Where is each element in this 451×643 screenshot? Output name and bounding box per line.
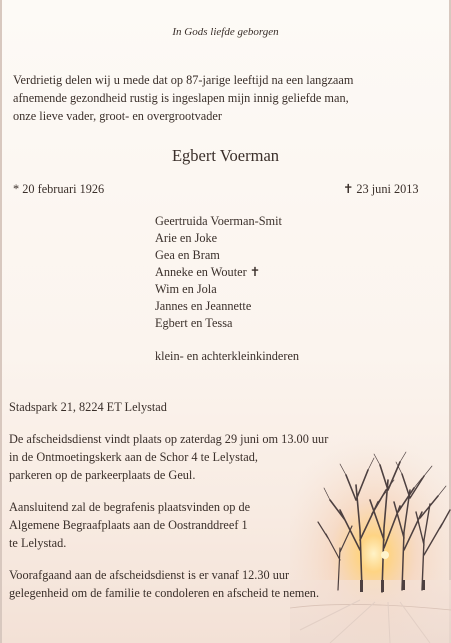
family-member: Geertruida Voerman-Smit [155, 214, 282, 228]
family-member: Gea en Bram [155, 248, 220, 262]
intro-line-3: onze lieve vader, groot- en overgrootvader [13, 109, 222, 123]
motto: In Gods liefde geborgen [172, 26, 279, 38]
service-line-3: parkeren op de parkeerplaats de Geul. [9, 468, 196, 482]
service-line-2: in de Ontmoetingskerk aan de Schor 4 te Lelystad, [9, 450, 258, 464]
service-line-1: De afscheidsdienst vindt plaats op zaterdag 29 juni om 13.00 uur [9, 432, 329, 446]
family-member: Jannes en Jeannette [155, 299, 252, 313]
family-member: Wim en Jola [155, 282, 217, 296]
burial-line-1: Aansluitend zal de begrafenis plaatsvinden op de [9, 500, 251, 514]
home-address: Stadspark 21, 8224 ET Lelystad [9, 400, 167, 414]
intro-line-2: afnemende gezondheid rustig is ingeslapen mijn innig geliefde man, [13, 91, 349, 105]
burial-line-3: te Lelystad. [9, 536, 67, 550]
family-member: Egbert en Tessa [155, 316, 233, 330]
condolence-line-2: gelegenheid om de familie te condoleren en afscheid te nemen. [9, 586, 320, 600]
burial-line-2: Algemene Begraafplaats aan de Oostranddreef 1 [9, 518, 248, 532]
condolence-line-1: Voorafgaand aan de afscheidsdienst is er vanaf 12.30 uur [9, 568, 290, 582]
deceased-name: Egbert Voerman [171, 146, 280, 165]
sun-glow [381, 551, 389, 559]
grandchildren: klein- en achterkleinkinderen [155, 349, 300, 363]
death-date: ✝ 23 juni 2013 [343, 182, 419, 196]
card-left-border [0, 0, 2, 643]
family-member: Arie en Joke [155, 231, 218, 245]
birth-date: * 20 februari 1926 [13, 182, 105, 196]
intro-line-1: Verdrietig delen wij u mede dat op 87-jarige leeftijd na een langzaam [13, 73, 354, 87]
winter-trees-image [290, 440, 451, 643]
family-member: Anneke en Wouter ✝ [155, 265, 261, 279]
